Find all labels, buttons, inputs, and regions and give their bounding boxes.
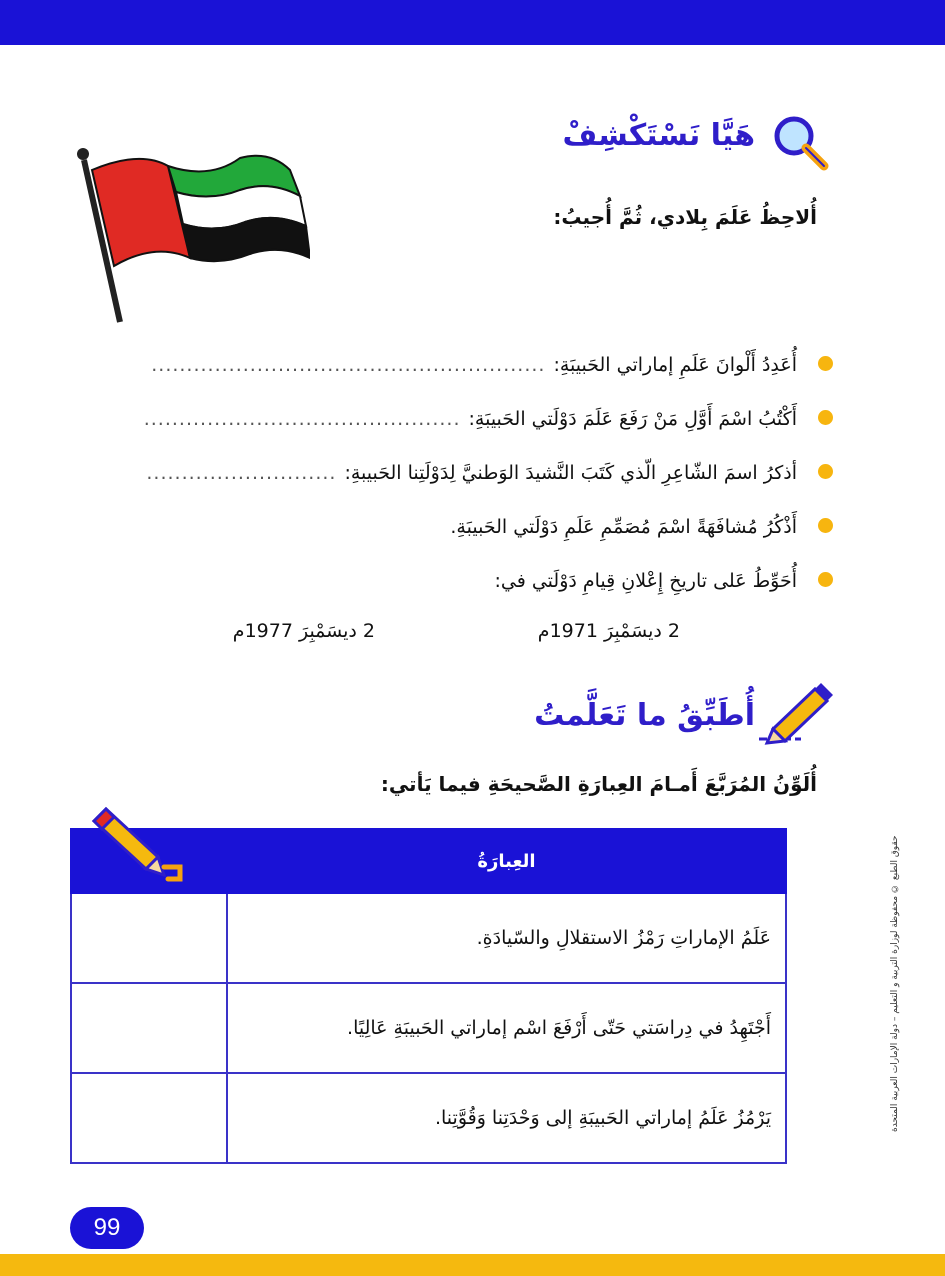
- color-box-cell[interactable]: [71, 893, 227, 983]
- question-text: أُحَوِّطُ عَلى تاريخِ إِعْلانِ قِيامِ دَوْلَتي في:: [494, 570, 797, 592]
- question-list: [37, 338, 797, 608]
- top-banner: [0, 0, 945, 45]
- page-number: 99: [70, 1207, 144, 1249]
- answer-line[interactable]: .............................................: [143, 408, 461, 430]
- statement-cell: عَلَمُ الإماراتِ رَمْزُ الاستقلالِ والسّيادَةِ.: [227, 893, 786, 983]
- question-text: أذكرُ اسمَ الشّاعِرِ الّذي كَتَبَ النَّشيدَ الوَطنيَّ لِدَوْلَتِنا الحَبيبةِ:: [344, 462, 797, 484]
- apply-instruction: أُلَوِّنُ المُرَبَّعَ أَمـامَ العِبارَةِ الصَّحيحَةِ فيما يَأتي:: [380, 772, 817, 796]
- list-item: [37, 500, 797, 554]
- question-text: أَذْكُرُ مُشافَهَةً اسْمَ مُصَمِّمِ عَلَمِ دَوْلَتي الحَبيبَةِ.: [450, 516, 797, 538]
- date-option-1971[interactable]: 2 ديسَمْبِرَ 1971م: [537, 620, 680, 642]
- color-box-cell[interactable]: [71, 983, 227, 1073]
- apply-heading: أُطَبِّقُ ما تَعَلَّمتُ: [534, 698, 755, 733]
- date-option-1977[interactable]: 2 ديسَمْبِرَ 1977م: [232, 620, 375, 642]
- list-item: [37, 338, 797, 392]
- question-text: أَكْتُبُ اسْمَ أَوَّلِ مَنْ رَفَعَ عَلَمَ دَوْلَتي الحَبيبَةِ:: [468, 408, 797, 430]
- bottom-banner: [0, 1254, 945, 1276]
- magnifier-icon: [770, 112, 830, 172]
- answer-line[interactable]: ...........................: [146, 462, 337, 484]
- list-item: [37, 554, 797, 608]
- table-row: [71, 1073, 786, 1163]
- bullet-dot-icon: [818, 464, 833, 479]
- uae-flag-illustration: [70, 140, 310, 325]
- statement-cell: يَرْمُزُ عَلَمُ إماراتي الحَبيبَةِ إلى وَحْدَتِنا وَقُوَّتِنا.: [227, 1073, 786, 1163]
- statement-cell: أَجْتَهِدُ في دِراسَتي حَتّى أَرْفَعَ اسْم إماراتي الحَبيبَةِ عَالِيًا.: [227, 983, 786, 1073]
- pencil-icon: [755, 683, 835, 745]
- color-box-cell[interactable]: [71, 1073, 227, 1163]
- answer-line[interactable]: ........................................................: [151, 354, 546, 376]
- explore-heading: هَيَّا نَسْتَكْشِفْ: [562, 118, 755, 153]
- copyright-note: حقوق الطبع © محفوظة لوزارة التربية و التعليم – دولة الإمارات العربية المتحدة: [890, 835, 900, 1132]
- list-item: [37, 446, 797, 500]
- table-row: [71, 893, 786, 983]
- crayon-icon: [80, 805, 190, 885]
- bullet-dot-icon: [818, 518, 833, 533]
- statement-column-header: العِبارَةُ: [227, 829, 786, 893]
- question-text: أُعَدِدُ أَلْوانَ عَلَمِ إماراتي الحَبيبَةِ:: [553, 354, 797, 376]
- explore-instruction: أُلاحِظُ عَلَمَ بِلادي، ثُمَّ أُجيبُ:: [553, 205, 817, 229]
- list-item: [37, 392, 797, 446]
- bullet-dot-icon: [818, 410, 833, 425]
- bullet-dot-icon: [818, 572, 833, 587]
- table-row: [71, 983, 786, 1073]
- bullet-dot-icon: [818, 356, 833, 371]
